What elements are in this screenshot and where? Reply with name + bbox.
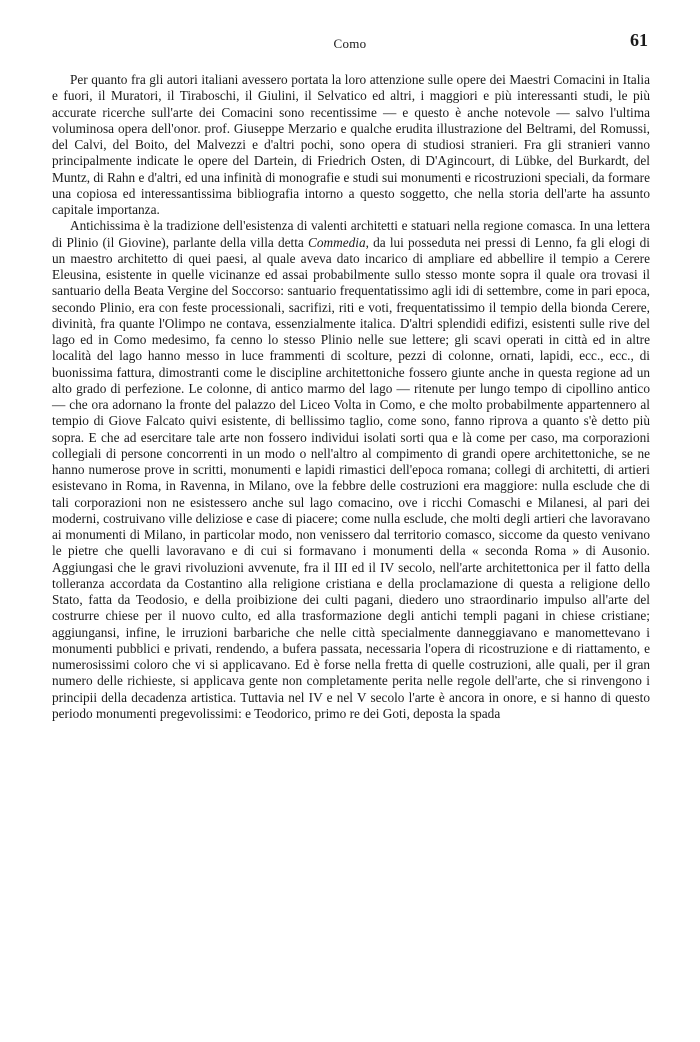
page-number: 61 — [630, 30, 648, 50]
paragraph-2-part-2: , da lui posseduta nei pressi di Lenno, fa gli elogi di un maestro architetto di quei paesi, al quale aveva dato incarico di ampliare ed abbellire il tempio a Cerere Eleusina, esistente in quelle vicinanze ed assai probabilmente sullo stesso monte sopra il quale ora trovasi il santuario della Beata Vergine del Soccorso: santuario frequentatissimo agli idi di settembre, come in pari epoca, secondo Plinio, era con feste processionali, sacrifizi, riti e voti, frequentatissimo il tempio della bionda Cerere, divinità, fra quante l'Olimpo ne contava, essenzialmente italica. D'altri splendidi edifizi, esistenti sulle rive del lago ed in Como medesimo, fa cenno lo stesso Plinio nelle sue lettere; gli scavi operati in città ed in altre località del lago hanno messo in luce frammenti di scolture, pezzi di colonne, ornati, lapidi, ecc., ecc., di buonissima fattura, dimostranti come le discipline architettoniche fossero giunte anche in questa regione ad un alto grado di perfezione. Le colonne, di antico marmo del lago — ritenute per lungo tempo di cipollino antico — che ora adornano la fronte del palazzo del Liceo Volta in Como, e che molto probabilmente appartennero al tempio di Giove Falcato quivi esistente, di bellissimo taglio, come sono, fanno riprova a quanto s'è detto più sopra. E che ad esercitare tale arte non fossero individui isolati sorti qua e là come per caso, ma corporazioni collegiali di persone concorrenti in un modo o nell'altro al compimento di grandi opere architettoniche, se ne hanno numerose prove in scritti, monumenti e lapidi rimastici dell'epoca romana; collegi di architetti, di artieri esistevano in Roma, in Ravenna, in Milano, ove la febbre delle costruzioni era maggiore: nulla esclude che di tali corporazioni non ne esistessero anche sul lago comacino, ove i ricchi Comaschi e Milanesi, al pari dei moderni, costruivano ville deliziose e case di piacere; come nulla esclude, che molti degli artieri che lavoravano ai monumenti di Milano, in particolar modo, non venissero dal territorio comasco, siccome da questo venivano le pietre che quelli lavoravano e di cui si formavano i monumenti della « seconda Roma » di Ausonio. Aggiungasi che le gravi rivoluzioni avvenute, fra il III ed il IV secolo, nell'arte architettonica per il fatto della tolleranza accordata da Costantino alla religione cristiana e della proclamazione di questa a religione dello Stato, fatta da Teodosio, e della proibizione dei culti pagani, diedero uno straordinario impulso all'arte del costrurre chiese per il nuovo culto, ed alla trasformazione degli antichi templi pagani in chiese cristiane; aggiungansi, infine, le irruzioni barbariche che nelle città specialmente danneggiavano e manomettevano i monumenti pubblici e privati, rendendo, a bufera passata, necessaria l'opera di ricostruzione e di riattamento, e numerosissimi coloro che vi si applicavano. Ed è forse nella fretta di quelle costruzioni, alle quali, per il gran numero delle richieste, si applicava gente non completamente perita nelle regole dell'arte, che si rinvengono i principii della decadenza artistica. Tuttavia nel IV e nel V secolo l'arte è ancora in onore, e si hanno di questo periodo monumenti pregevolissimi: e Teodorico, primo re dei Goti, deposta la spada — [52, 234, 650, 721]
paragraph-1: Per quanto fra gli autori italiani avessero portata la loro attenzione sulle opere dei Maestri Comacini in Italia e fuori, il Muratori, il Tiraboschi, il Giulini, il Selvatico ed altri, i maggiori e più interessanti studi, le più accurate ricerche sull'arte dei Comacini sono recentissime — e questo è anche notevole — salvo l'ultima voluminosa opera dell'onor. prof. Giuseppe Merzario e qualche erudita illustrazione del Beltrami, del Romussi, del Calvi, del Boito, del Malvezzi e d'altri pochi, sono opera di studiosi stranieri. Fra gli stranieri vanno principalmente indicate le opere del Dartein, di Friedrich Osten, di D'Agincourt, di Lübke, del Burkardt, del Muntz, di Rahn e d'altri, ed una infinità di monografie e studi sui monumenti e ricostruzioni speciali, da formare una copiosa ed interessantissima bibliografia intorno a questo soggetto, che nella storia dell'arte ha assunto capitale importanza. — [52, 72, 650, 217]
paragraph-2-part-1: Antichissima è la tradizione dell'esistenza di valenti architetti e statuari nella regione comasca. In una lettera di Plinio (il Giovine), parlante della villa detta — [52, 218, 650, 250]
running-title: Como — [333, 36, 367, 51]
body-text — [52, 72, 650, 722]
italic-villa-name: Commedia — [307, 234, 366, 250]
running-head — [52, 30, 648, 54]
paragraph-2 — [52, 218, 650, 722]
